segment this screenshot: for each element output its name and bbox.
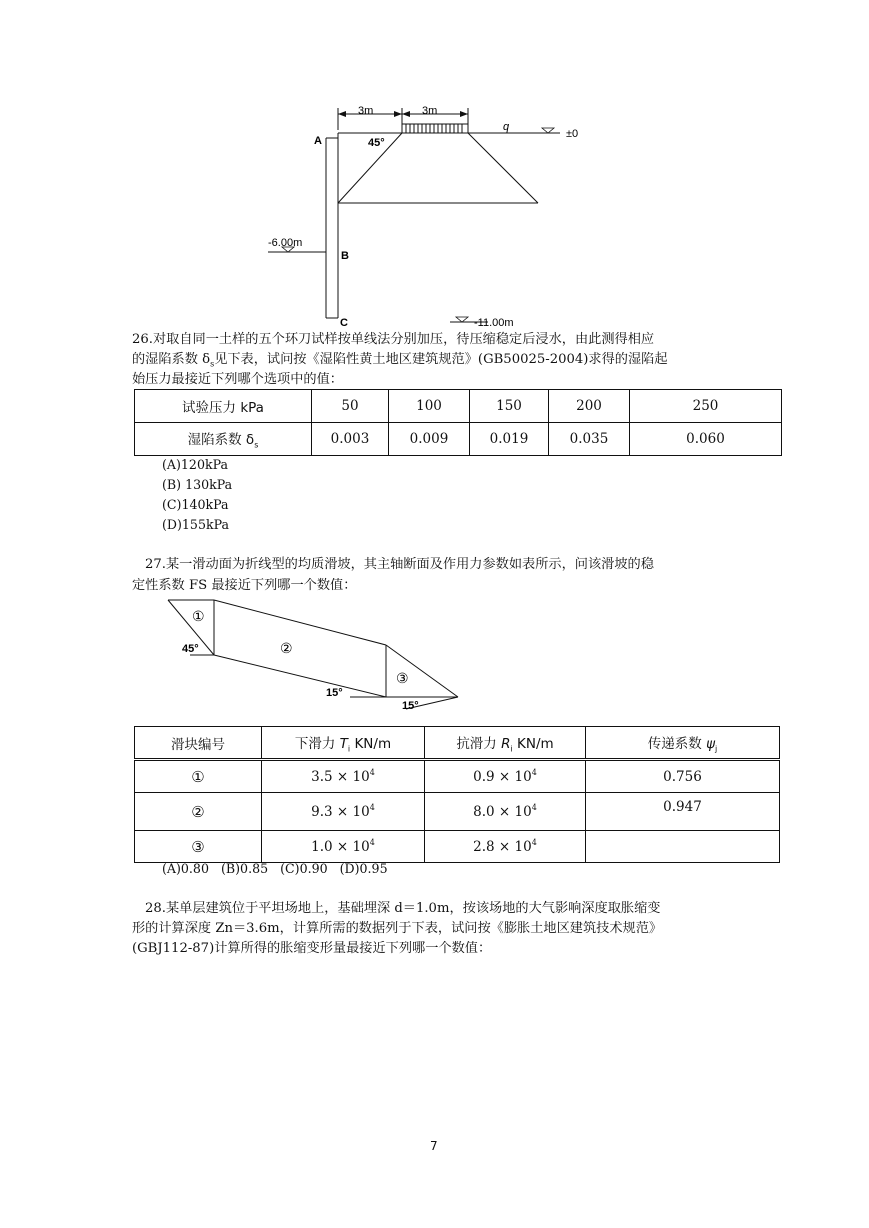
q26-line1: 26.对取自同一土样的五个环刀试样按单线法分别加压，待压缩稳定后浸水，由此测得相应 (132, 332, 655, 347)
block-no-cell: ③ (135, 831, 262, 863)
q27-options: (A)0.80 (B)0.85 (C)0.90 (D)0.95 (162, 861, 388, 876)
q26-option-b: (B) 130kPa (162, 477, 233, 492)
q28-line1: 28.某单层建筑位于平坦场地上，基础埋深 d＝1.0m，按该场地的大气影响深度取胀缩变 (145, 901, 661, 916)
r-header-sub: i (510, 744, 513, 754)
t-header-sym: T (339, 735, 348, 752)
t-header-sub: i (347, 744, 351, 754)
psi-cell: 0.947 (586, 793, 780, 831)
r-header (425, 727, 586, 760)
psi-cell: 0.756 (586, 760, 780, 793)
coef-header-sub: s (254, 440, 259, 450)
pressure-cell: 200 (549, 390, 630, 423)
q26-line2-sub: s (210, 359, 215, 369)
coef-cell: 0.060 (630, 423, 782, 456)
block-no-cell: ② (135, 793, 262, 831)
r-value: 0.9 × 10 (473, 769, 532, 785)
r-exp: 4 (531, 803, 537, 812)
pressure-cell: 100 (389, 390, 470, 423)
dim-3m-left: 3m (358, 105, 374, 117)
table-row (135, 390, 782, 423)
t-exp: 4 (369, 803, 375, 812)
q26-option-a: (A)120kPa (162, 457, 229, 472)
angle-15a-label: 15° (326, 687, 343, 699)
t-header-pre: 下滑力 (294, 735, 340, 752)
block-2-label: ② (280, 640, 293, 656)
psi-header-sub: j (714, 744, 718, 754)
q26-line3: 始压力最接近下列哪个选项中的值： (132, 372, 343, 387)
t-header (262, 727, 425, 760)
t-value: 9.3 × 10 (311, 804, 370, 820)
t-value: 1.0 × 10 (311, 839, 370, 855)
table-row (135, 760, 780, 793)
q27-line2: 定性系数 FS 最接近下列哪一个数值： (132, 578, 357, 593)
block-1-label: ① (192, 608, 205, 624)
table-row (135, 793, 780, 831)
r-header-sym: R (501, 735, 511, 752)
pressure-header: 试验压力 kPa (135, 390, 312, 423)
table-row (135, 423, 782, 456)
coef-cell: 0.019 (470, 423, 549, 456)
coef-header-text: 湿陷系数 δ (187, 432, 255, 449)
t-exp: 4 (369, 768, 375, 777)
q26-line2-a: 的湿陷系数 δ (132, 352, 211, 367)
angle-45-label: 45° (182, 643, 199, 655)
psi-header (586, 727, 780, 760)
table-row (135, 831, 780, 863)
coef-cell: 0.003 (312, 423, 389, 456)
datum-label: ±0 (566, 128, 579, 140)
r-value: 8.0 × 10 (473, 804, 532, 820)
q27-table (134, 726, 780, 863)
wall-figure (260, 100, 600, 330)
q28-line2: 形的计算深度 Zn＝3.6m，计算所需的数据列于下表，试问按《膨胀土地区建筑技术规范》 (132, 921, 663, 936)
pressure-cell: 150 (470, 390, 549, 423)
load-q: q (503, 121, 510, 133)
coef-header (135, 423, 312, 456)
t-cell (262, 760, 425, 793)
landslide-figure (160, 595, 470, 720)
angle-15b-label: 15° (402, 700, 419, 712)
t-cell (262, 831, 425, 863)
block-no-cell: ① (135, 760, 262, 793)
coef-cell: 0.009 (389, 423, 470, 456)
q28-line3: (GBJ112-87)计算所得的胀缩变形量最接近下列哪一个数值： (132, 941, 492, 956)
q27-line1: 27.某一滑动面为折线型的均质滑坡，其主轴断面及作用力参数如表所示，问该滑坡的稳 (145, 557, 654, 572)
q26-line2-b: 见下表，试问按《湿陷性黄土地区建筑规范》(GB50025-2004)求得的湿陷起 (214, 352, 668, 367)
t-cell (262, 793, 425, 831)
level-b: -6.00m (268, 237, 303, 249)
q26-option-c: (C)140kPa (162, 497, 229, 512)
psi-header-sym: ψ (706, 735, 715, 752)
q26-table (134, 389, 782, 456)
page-number: 7 (430, 1139, 438, 1153)
r-exp: 4 (531, 768, 537, 777)
coef-cell: 0.035 (549, 423, 630, 456)
label-b: B (341, 250, 349, 262)
t-value: 3.5 × 10 (311, 769, 370, 785)
dim-3m-right: 3m (422, 105, 438, 117)
pressure-cell: 50 (312, 390, 389, 423)
r-cell (425, 760, 586, 793)
r-cell (425, 831, 586, 863)
block-3-label: ③ (396, 670, 409, 686)
t-header-unit: KN/m (350, 735, 392, 752)
r-value: 2.8 × 10 (473, 839, 532, 855)
block-no-header: 滑块编号 (135, 727, 262, 760)
r-cell (425, 793, 586, 831)
psi-header-pre: 传递系数 (647, 735, 707, 752)
label-c: C (340, 317, 348, 329)
r-exp: 4 (531, 838, 537, 847)
table-row (135, 727, 780, 760)
angle-label: 45° (368, 137, 385, 149)
level-c: -11.00m (474, 317, 514, 329)
r-header-unit: KN/m (512, 735, 554, 752)
r-header-pre: 抗滑力 (456, 735, 502, 752)
pressure-cell: 250 (630, 390, 782, 423)
t-exp: 4 (369, 838, 375, 847)
psi-cell (586, 831, 780, 863)
q26-option-d: (D)155kPa (162, 517, 230, 532)
label-a: A (314, 135, 322, 147)
